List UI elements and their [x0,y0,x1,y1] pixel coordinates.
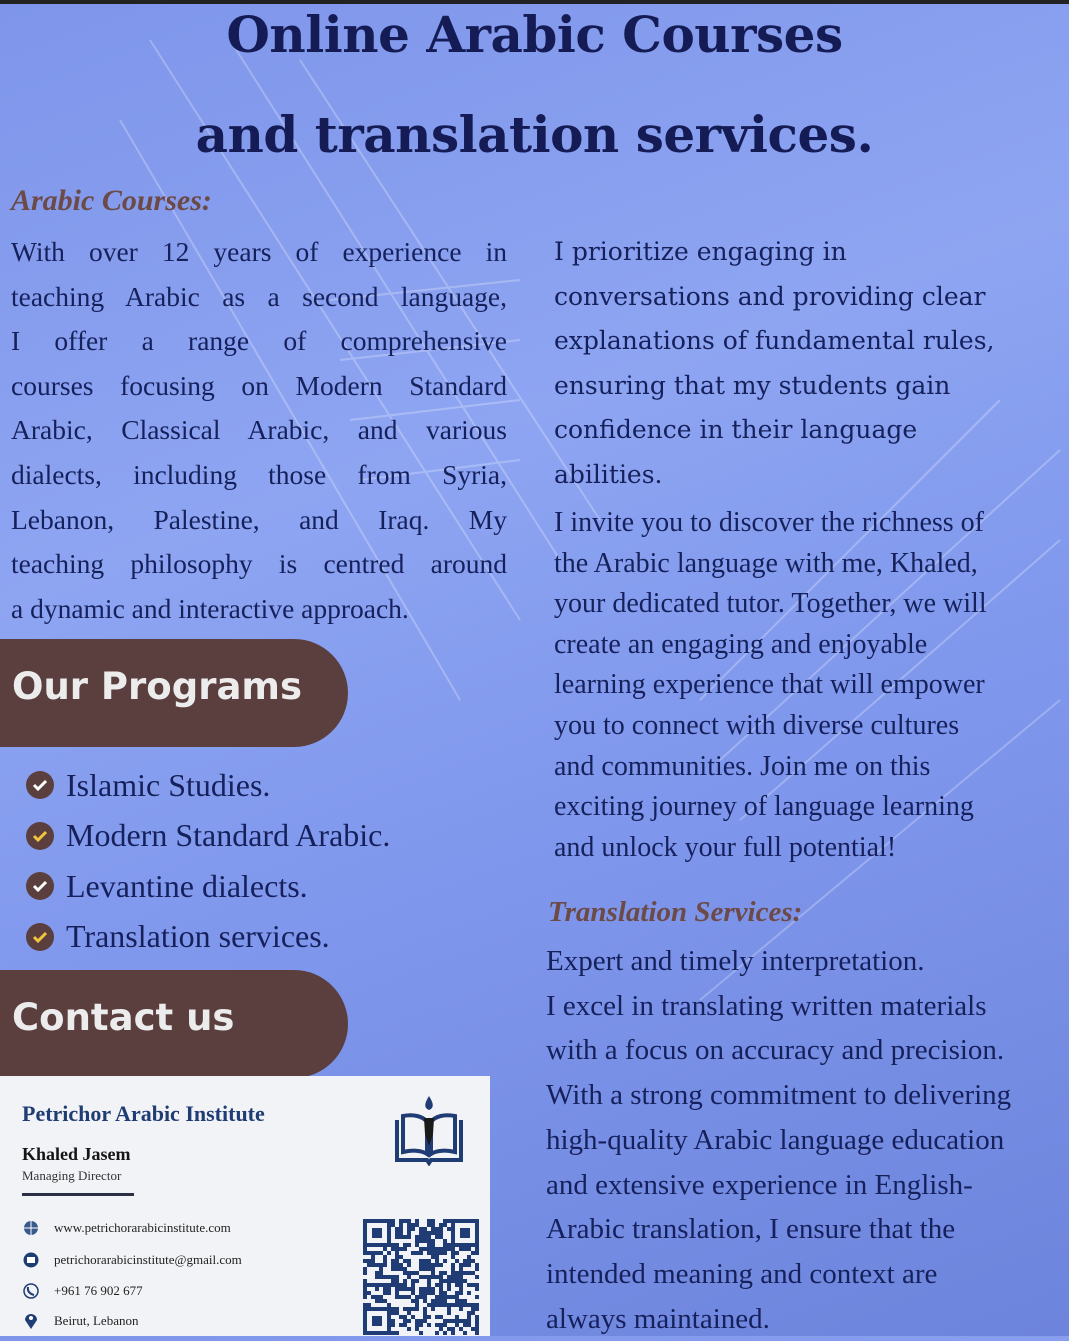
arabic-courses-paragraph [11,230,507,631]
business-card [0,1076,490,1336]
text-line: intended meaning and context are [546,1257,938,1290]
invitation-paragraph [554,503,987,868]
contact-us-heading: Contact us [12,996,235,1039]
text-line: your dedicated tutor. Together, we will [554,588,987,620]
location-row [22,1312,138,1330]
text-line: Arabic translation, I ensure that the [546,1213,956,1246]
top-border [0,0,1069,4]
text-line: I offer a range of comprehensive [11,325,507,357]
text-line: Lebanon, Palestine, and Iraq. My [11,503,507,535]
text-line: the Arabic language with me, Khaled, [554,547,978,579]
map-pin-icon [22,1312,40,1330]
list-item [26,912,390,963]
divider [22,1193,134,1196]
text-line: you to connect with diverse cultures [554,709,960,741]
program-label: Levantine dialects. [66,867,308,904]
translation-services-heading: Translation Services: [548,896,803,928]
phone-number[interactable]: +961 76 902 677 [54,1283,143,1298]
text-line: Expert and timely interpretation. [546,945,925,977]
our-programs-heading: Our Programs [12,665,302,708]
page-title-line-1: Online Arabic Courses [226,5,843,64]
text-line: dialects, including those from Syria, [11,458,507,490]
text-line: teaching philosophy is centred around [11,548,507,580]
institute-name: Petrichor Arabic Institute [22,1101,265,1126]
text-line: Arabic, Classical Arabic, and various [11,414,507,446]
text-line: and communities. Join me on this [554,750,931,782]
book-pen-logo-icon [393,1094,465,1166]
text-line: teaching Arabic as a second language, [11,280,507,312]
envelope-icon [22,1251,40,1269]
programs-list [26,760,390,962]
program-label: Modern Standard Arabic. [66,817,391,854]
approach-paragraph [554,230,995,497]
page-title-line-2: and translation services. [195,105,874,164]
text-line: I invite you to discover the richness of [554,507,985,538]
text-line: and extensive experience in English- [546,1168,973,1201]
contact-us-banner [0,970,348,1078]
phone-row [22,1282,143,1300]
check-circle-icon [26,771,54,799]
text-line: create an engaging and enjoyable [554,628,928,660]
text-line: explanations of fundamental rules, [554,326,995,355]
text-line: courses focusing on Modern Standard [11,369,507,401]
text-line: I prioritize engaging in [554,237,847,266]
text-line: abilities. [554,459,663,489]
phone-icon [22,1282,40,1300]
text-line: conversations and providing clear [554,281,986,311]
check-circle-icon [26,822,54,850]
text-line: ensuring that my students gain [554,370,951,400]
website-link[interactable]: www.petrichorarabicinstitute.com [54,1220,231,1235]
text-line: With a strong commitment to delivering [546,1079,1012,1112]
text-line: exciting journey of language learning [554,791,974,823]
arabic-courses-heading: Arabic Courses: [11,184,212,217]
text-line: confidence in their language [554,415,918,444]
our-programs-banner [0,639,348,747]
text-line: With over 12 years of experience in [11,236,507,267]
text-line: a dynamic and interactive approach. [11,592,409,624]
program-label: Islamic Studies. [66,766,271,803]
text-line: learning experience that will empower [554,669,985,701]
list-item [26,861,390,912]
list-item [26,811,390,862]
translation-paragraph [546,939,1011,1341]
text-line: I excel in translating written materials [546,989,987,1022]
list-item [26,760,390,811]
contact-role: Managing Director [22,1168,122,1183]
check-circle-icon [26,872,54,900]
check-circle-icon [26,923,54,951]
text-line: high-quality Arabic language education [546,1123,1005,1156]
qr-code-icon[interactable] [362,1218,480,1336]
text-line: always maintained. [546,1302,770,1335]
location-text: Beirut, Lebanon [54,1313,139,1328]
globe-icon [22,1219,40,1237]
contact-name: Khaled Jasem [22,1144,131,1164]
website-row [22,1219,231,1237]
email-link[interactable]: petrichorarabicinstitute@gmail.com [54,1252,242,1267]
text-line: and unlock your full potential! [554,831,897,863]
email-row [22,1251,242,1269]
text-line: with a focus on accuracy and precision. [546,1034,1005,1067]
program-label: Translation services. [66,918,330,955]
